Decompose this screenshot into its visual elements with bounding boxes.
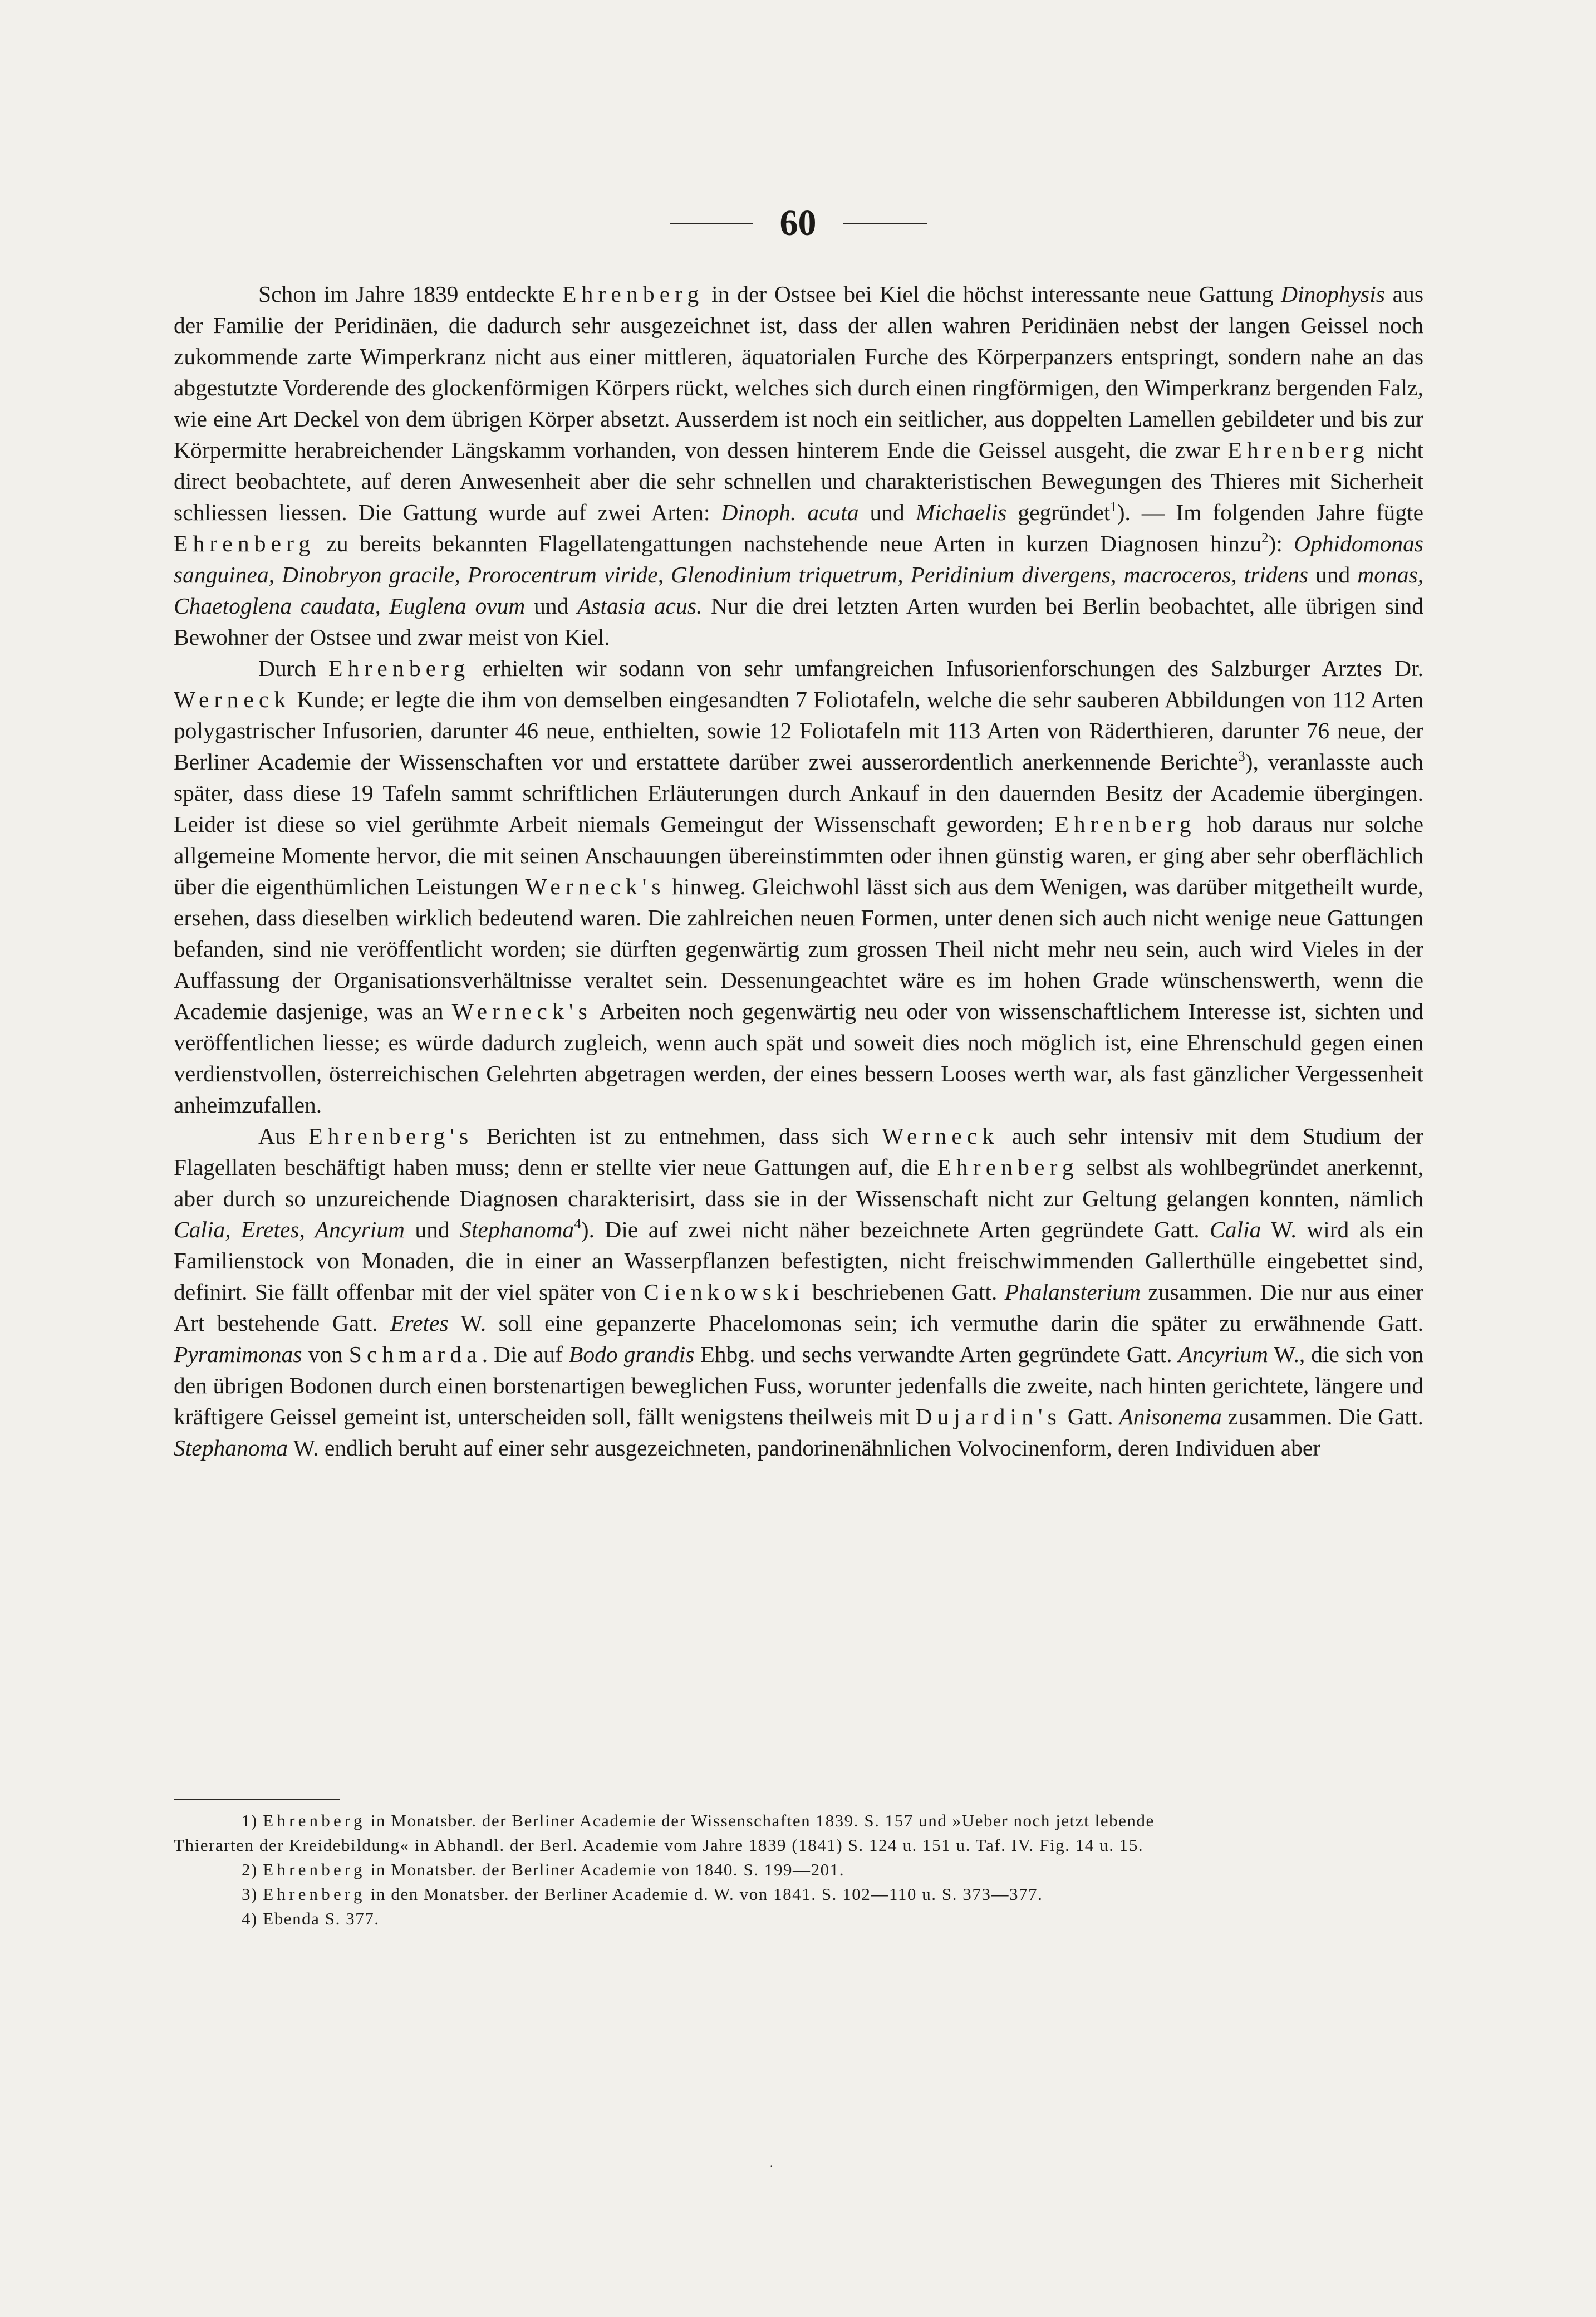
spaced-name-run: Ehrenberg bbox=[263, 1860, 366, 1879]
text-run: selbst als wohlbegründet anerkennt, aber durch so unzureichende Diagnosen charakterisirt, dass sie in der Wissenschaft nicht zur Geltung gelangen konnten, nämlich bbox=[174, 1154, 1423, 1211]
text-run: ). Die auf zwei nicht näher bezeichnete Arten gegründete Gatt. bbox=[581, 1217, 1210, 1242]
spaced-name-run: Ehrenberg bbox=[937, 1154, 1079, 1180]
text-run: Kunde; er legte die ihm von demselben eingesandten 7 Foliotafeln, welche die sehr sauberen Abbildungen von 112 Arten polygastrischer Infusorien, darunter 46 neue, enthielten, sowie 12 Foliotafeln mit 113 Arten von Räderthieren, darunter 76 neue, der Berliner Academie der Wissenschaften vor und erstattete darüber zwei ausserordentlich anerkennende Berichte bbox=[174, 687, 1423, 775]
text-run: in Monatsber. der Berliner Academie von 1840. S. 199—201. bbox=[365, 1860, 845, 1879]
footnote-ref: 1 bbox=[1110, 499, 1117, 515]
text-run: ), veranlasste auch später, dass diese 19 Tafeln sammt schriftlichen Erläuterungen durch Ankauf in den dauernden Besitz der Academie übergingen. Leider ist diese so viel gerühmte Arbeit niemals Gemeingut der Wissenschaft geworden; bbox=[174, 749, 1423, 837]
spaced-name-run: Ehrenberg bbox=[263, 1884, 366, 1904]
text-run: Durch bbox=[258, 655, 329, 681]
text-run: Aus bbox=[258, 1123, 309, 1149]
italic-run: Pyramimonas bbox=[174, 1341, 302, 1367]
spaced-name-run: Werneck's bbox=[451, 998, 592, 1024]
text-run: und bbox=[858, 499, 916, 525]
italic-run: Dinophysis bbox=[1281, 281, 1385, 307]
text-run: zusammen. Die nur aus einer Art bestehende Gatt. bbox=[174, 1279, 1423, 1336]
text-run: Arbeiten noch gegenwärtig neu oder von wissenschaftlichem Interesse ist, sichten und veröffentlichen liesse; es würde dadurch zugleich, wenn auch spät und soweit dies noch möglich ist, eine Ehrenschuld gegen einen verdienstvollen, österreichischen Gelehrten abgetragen werden, der eines bessern Looses werth war, als fast gänzlicher Vergessenheit anheimzufallen. bbox=[174, 998, 1423, 1118]
spaced-name-run: Ehrenberg bbox=[562, 281, 704, 307]
text-run: hob daraus nur solche allgemeine Momente hervor, die mit seinen Anschauungen übereinstimmten oder ihnen günstig waren, er ging aber sehr oberflächlich über die eigenthümlichen Leistungen bbox=[174, 811, 1423, 899]
italic-run: Anisonema bbox=[1119, 1404, 1222, 1429]
text-run: in der Ostsee bei Kiel die höchst interessante neue Gattung bbox=[704, 281, 1281, 307]
text-run: nicht direct beobachtete, auf deren Anwesenheit aber die sehr schnellen und charakteristischen Bewegungen des Thieres mit Sicherheit schliessen liessen. Die Gattung wurde auf zwei Arten: bbox=[174, 437, 1423, 525]
print-speck: · bbox=[769, 2159, 774, 2173]
spaced-name-run: Cienkowski bbox=[643, 1279, 805, 1305]
spaced-name-run: Ehrenberg bbox=[328, 655, 470, 681]
footnote-1-continued bbox=[174, 1833, 1423, 1858]
italic-run: Calia bbox=[1210, 1217, 1261, 1242]
text-run: 3) bbox=[242, 1884, 263, 1904]
text-run: W. wird als ein Familienstock von Monaden, die in einer an Wasserpflanzen befestigten, nicht freischwimmenden Gallerthülle eingebettet sind, definirt. Sie fällt offenbar mit der viel später von bbox=[174, 1217, 1423, 1305]
footnote-ref: 2 bbox=[1261, 530, 1269, 546]
italic-run: Stephanoma bbox=[174, 1435, 288, 1461]
text-run: und bbox=[404, 1217, 460, 1242]
text-run: ). — Im folgenden Jahre fügte bbox=[1117, 499, 1424, 525]
italic-run: Ancyrium bbox=[1178, 1341, 1268, 1367]
text-run: aus der Familie der Peridinäen, die dadurch sehr ausgezeichnet ist, dass der allen wahren Peridinäen nebst der langen Geissel noch zukommende zarte Wimperkranz nicht aus einer mittleren, äquatorialen Furche des Körperpanzers entspringt, sondern nahe an das abgestutzte Vorderende des glockenförmigen Körpers rückt, welches sich durch einen ringförmigen, den Wimperkranz bergenden Falz, wie eine Art Deckel von dem übrigen Körper absetzt. Ausserdem ist noch ein seitlicher, aus doppelten Lamellen gebildeter und bis zur Körpermitte herabreichender Längskamm vorhanden, von dessen hinterem Ende die Geissel ausgeht, die zwar bbox=[174, 281, 1424, 463]
spaced-name-run: Ehrenberg bbox=[1054, 811, 1196, 837]
text-run: in den Monatsber. der Berliner Academie d. W. von 1841. S. 102—110 u. S. 373—377. bbox=[365, 1884, 1043, 1904]
italic-run: Phalansterium bbox=[1004, 1279, 1141, 1305]
paragraph bbox=[174, 1120, 1423, 1463]
spaced-name-run: Ehrenberg bbox=[263, 1811, 366, 1830]
text-run: Ehbg. und sechs verwandte Arten gegründete Gatt. bbox=[694, 1341, 1178, 1367]
spaced-name-run: Werneck bbox=[882, 1123, 999, 1149]
text-run: auch sehr intensiv mit dem Studium der Flagellaten beschäftigt haben muss; denn er stellte vier neue Gattungen auf, die bbox=[174, 1123, 1423, 1180]
body-text bbox=[174, 278, 1423, 1463]
italic-run: Bodo grandis bbox=[568, 1341, 695, 1367]
text-run: zu bereits bekannten Flagellatengattungen nachstehende neue Arten in kurzen Diagnosen hinzu bbox=[315, 531, 1262, 556]
italic-run: Ophidomonas sanguinea, Dinobryon gracile, Prorocentrum viride, Glenodinium triquetrum, Peridinium divergens, macroceros, tridens bbox=[174, 531, 1423, 587]
text-run: in Monatsber. der Berliner Academie der Wissenschaften 1839. S. 157 und »Ueber noch jetzt lebende bbox=[365, 1811, 1155, 1830]
italic-run: Dinoph. acuta bbox=[721, 499, 859, 525]
italic-run: monas, Chaetoglena caudata, Euglena ovum bbox=[174, 562, 1424, 619]
italic-run: Eretes bbox=[390, 1310, 449, 1336]
text-run: von bbox=[302, 1341, 349, 1367]
spaced-name-run: Werneck bbox=[174, 687, 291, 712]
text-run: gegründet bbox=[1006, 499, 1111, 525]
italic-run: Stephanoma bbox=[460, 1217, 574, 1242]
text-run: Berichten ist zu entnehmen, dass sich bbox=[473, 1123, 882, 1149]
footnotes bbox=[174, 1809, 1423, 1931]
footnote-1 bbox=[174, 1809, 1423, 1833]
header-rule-right bbox=[843, 223, 927, 224]
spaced-name-run: Dujardin's bbox=[915, 1404, 1062, 1429]
text-run: Nur die drei letzten Arten wurden bei Berlin beobachtet, alle übrigen sind Bewohner der Ostsee und zwar meist von Kiel. bbox=[174, 593, 1424, 650]
text-run: 1) bbox=[242, 1811, 263, 1830]
header-rule-left bbox=[670, 223, 753, 224]
spaced-name-run: Werneck's bbox=[525, 874, 666, 899]
text-run: erhielten wir sodann von sehr umfangreichen Infusorienforschungen des Salzburger Arztes Dr. bbox=[470, 655, 1423, 681]
text-run: zusammen. Die Gatt. bbox=[1221, 1404, 1423, 1429]
text-run: Schon im Jahre 1839 entdeckte bbox=[258, 281, 563, 307]
italic-run: Michaelis bbox=[915, 499, 1007, 525]
page-number: 60 bbox=[779, 203, 817, 243]
text-run: W. endlich beruht auf einer sehr ausgezeichneten, pandorinenähnlichen Volvocinenform, deren Individuen aber bbox=[288, 1435, 1321, 1461]
text-run: 4) Ebenda S. 377. bbox=[242, 1909, 380, 1928]
text-run: und bbox=[525, 593, 578, 619]
spaced-name-run: Ehrenberg bbox=[174, 531, 316, 556]
text-run: W. soll eine gepanzerte Phacelomonas sein; ich vermuthe darin die später zu erwähnende Gatt. bbox=[448, 1310, 1423, 1336]
paragraph bbox=[174, 278, 1423, 653]
italic-run: Astasia acus. bbox=[577, 593, 703, 619]
footnote-ref: 4 bbox=[574, 1216, 581, 1232]
spaced-name-run: Ehrenberg's bbox=[308, 1123, 474, 1149]
text-run: und bbox=[1308, 562, 1358, 587]
text-run: W., die sich von den übrigen Bodonen durch einen borstenartigen beweglichen Fuss, worunter jedenfalls die zweite, nach hinten gerichtete, längere und kräftigere Geissel gemeint ist, unterscheiden soll, fällt wenigstens theilweis mit bbox=[174, 1341, 1424, 1429]
footnote-rule bbox=[174, 1799, 340, 1800]
footnote-3 bbox=[174, 1882, 1423, 1907]
spaced-name-run: Ehrenberg bbox=[1227, 437, 1369, 463]
italic-run: Calia, Eretes, Ancyrium bbox=[174, 1217, 405, 1242]
page-header bbox=[0, 205, 1596, 242]
footnote-ref: 3 bbox=[1238, 748, 1245, 764]
text-run: . Die auf bbox=[482, 1341, 569, 1367]
text-run: Gatt. bbox=[1061, 1404, 1119, 1429]
paragraph bbox=[174, 653, 1423, 1120]
text-run: ): bbox=[1268, 531, 1294, 556]
text-run: beschriebenen Gatt. bbox=[804, 1279, 1005, 1305]
spaced-name-run: Schmarda bbox=[348, 1341, 482, 1367]
text-run: Thierarten der Kreidebildung« in Abhandl. der Berl. Academie vom Jahre 1839 (1841) S. 124 u. 151 u. Taf. IV. Fig. 14 u. 15. bbox=[174, 1835, 1144, 1855]
footnote-4 bbox=[174, 1907, 1423, 1931]
text-run: hinweg. Gleichwohl lässt sich aus dem Wenigen, was darüber mitgetheilt wurde, ersehen, dass dieselben wirklich bedeutend waren. Die zahlreichen neuen Formen, unter denen sich auch nicht wenige neue Gattungen befanden, sind nie veröffentlicht worden; sie dürften gegenwärtig zum grossen Theil nicht mehr neu sein, auch wird Vieles in der Auffassung der Organisationsverhältnisse veraltet sein. Dessenungeachtet wäre es im hohen Grade wünschenswerth, wenn die Academie dasjenige, was an bbox=[174, 874, 1424, 1024]
text-run: 2) bbox=[242, 1860, 263, 1879]
footnote-2 bbox=[174, 1858, 1423, 1882]
